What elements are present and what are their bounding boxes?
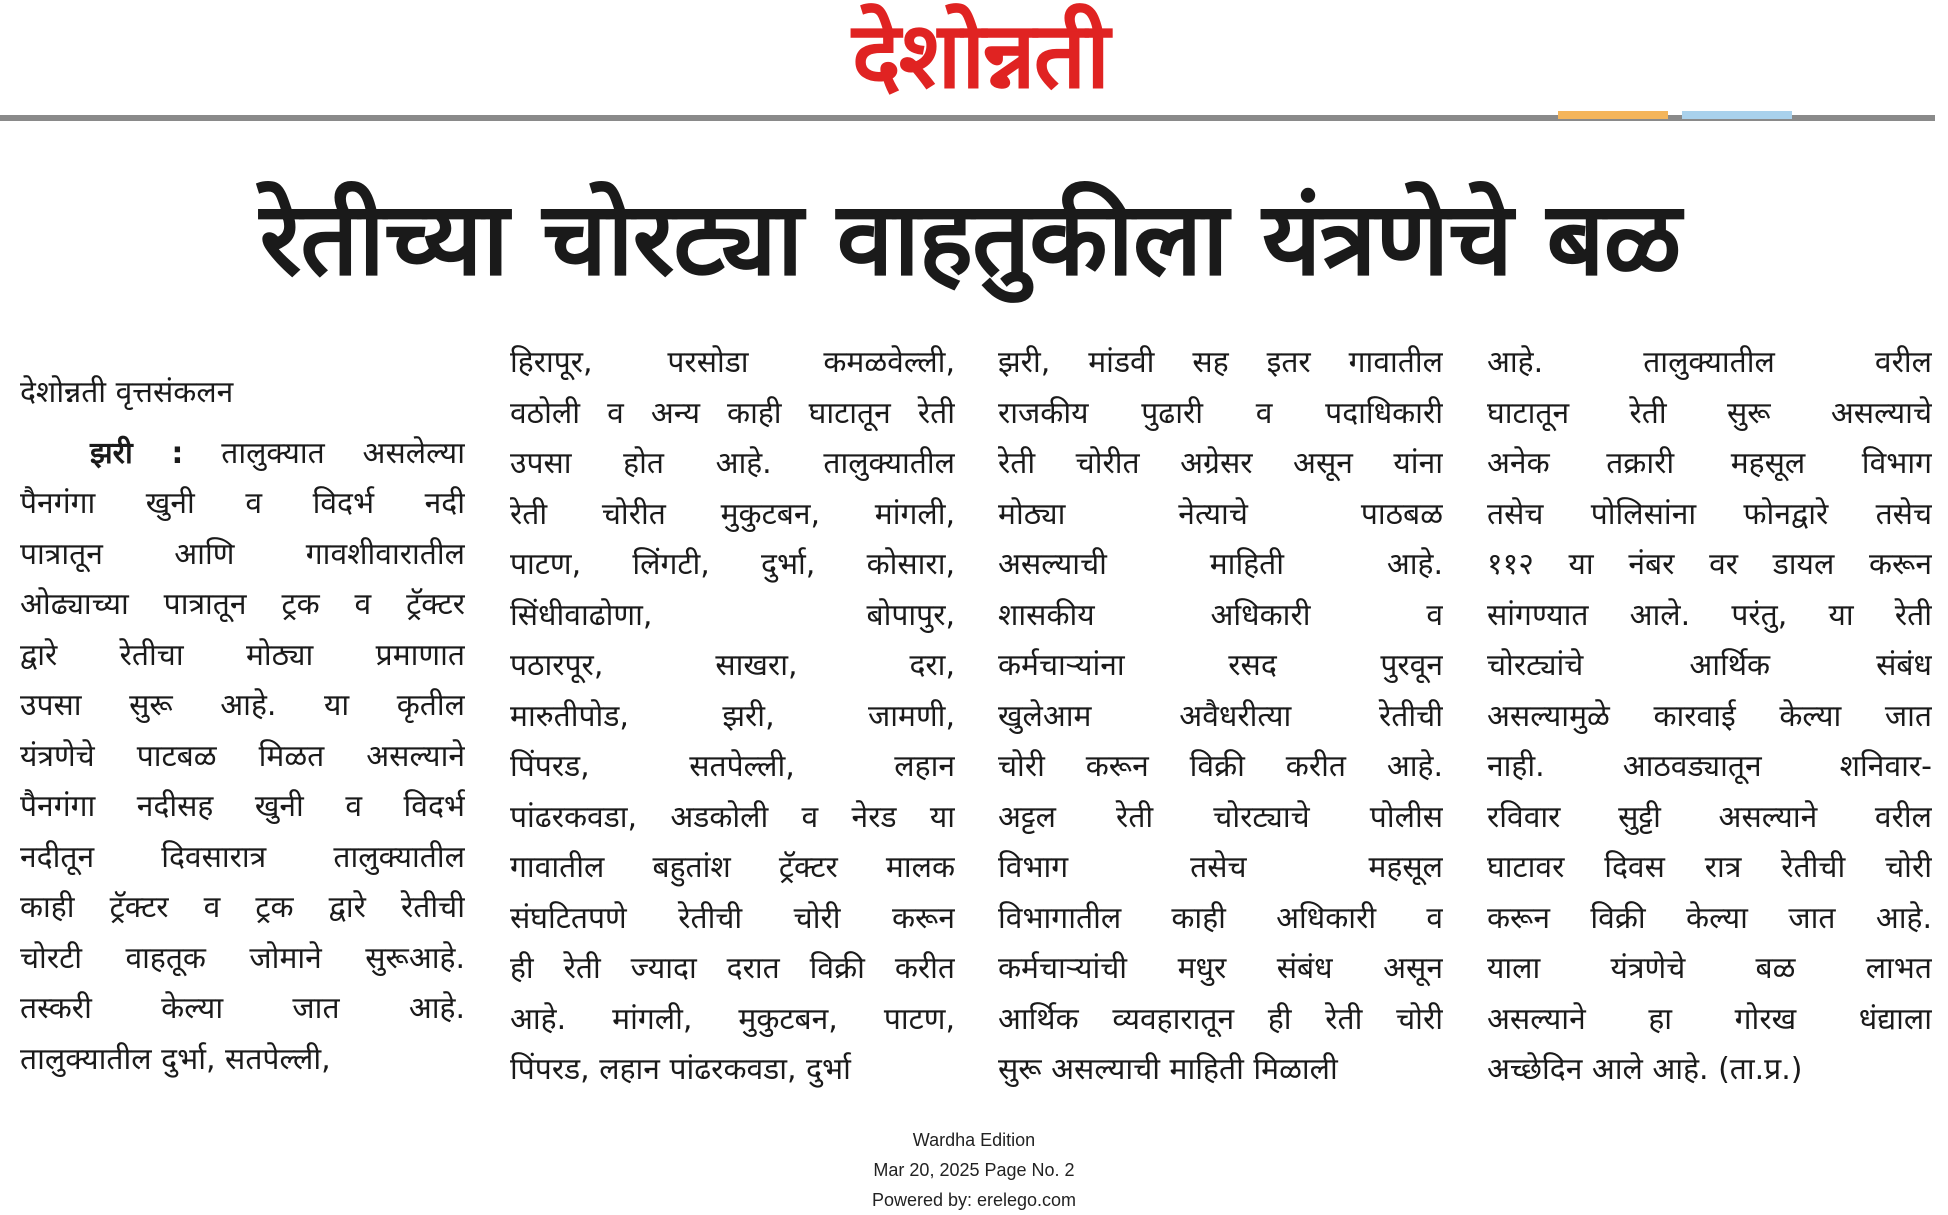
article-line: ११२ या नंबर वर डायल करून — [1487, 547, 1932, 582]
article-line: तालुक्यातील दुर्भा, सतपेल्ली, — [20, 1041, 331, 1077]
article-line: पठारपूर, साखरा, दरा, — [510, 648, 955, 683]
article-line: सांगण्यात आले. परंतु, या रेती — [1487, 597, 1932, 633]
article-line: घाटातून रेती सुरू असल्याचे — [1487, 395, 1932, 431]
article-column-1 — [20, 348, 465, 1118]
article-line: पिंपरड, लहान पांढरकवडा, दुर्भा — [510, 1052, 851, 1087]
footer-date-page: Mar 20, 2025 Page No. 2 — [873, 1160, 1075, 1180]
page-footer — [774, 1125, 1174, 1210]
article-line: चोरी करून विक्री करीत आहे. — [998, 749, 1443, 784]
article-line: याला यंत्रणेचे बळ लाभत — [1487, 951, 1932, 986]
article-line: राजकीय पुढारी व पदाधिकारी — [998, 395, 1443, 431]
article-line: विभाग तसेच महसूल — [998, 850, 1443, 885]
masthead — [0, 0, 1948, 120]
column-lines — [998, 338, 1443, 1096]
article-headline: रेतीच्या चोरट्या वाहतुकीला यंत्रणेचे बळ — [259, 180, 1681, 299]
article-line: पांढरकवडा, अडकोली व नेरड या — [510, 799, 955, 835]
article-line — [20, 429, 465, 480]
article-line: अनेक तक्रारी महसूल विभाग — [1487, 446, 1932, 481]
article-body — [20, 345, 1932, 1118]
article-line: सिंधीवाढोणा, बोपापुर, — [510, 597, 955, 633]
article-line: कर्मचाऱ्यांना रसद पुरवून — [998, 648, 1443, 683]
column-lines — [1487, 338, 1932, 1096]
dateline: झरी : — [90, 435, 184, 471]
article-line: असल्याने हा गोरख धंद्याला — [1487, 1001, 1932, 1037]
article-line: पैनगंगा खुनी व विदर्भ नदी — [20, 486, 465, 521]
article-line: मारुतीपोड, झरी, जामणी, — [510, 698, 955, 734]
article-line: वठोली व अन्य काही घाटातून रेती — [510, 395, 955, 431]
article-line: अट्टल रेती चोरट्याचे पोलीस — [998, 799, 1443, 835]
article-column-3 — [998, 338, 1443, 1108]
column-lines — [510, 338, 955, 1096]
article-line: गावातील बहुतांश ट्रॅक्टर मालक — [510, 850, 955, 885]
accent-bar-blue — [1682, 111, 1792, 119]
newspaper-logo: देशोन्नती — [852, 2, 1108, 109]
article-line: नाही. आठवड्यातून शनिवार- — [1487, 749, 1932, 784]
article-line: असल्यामुळे कारवाई केल्या जात — [1487, 698, 1932, 734]
article-line: उपसा होत आहे. तालुक्यातील — [510, 446, 955, 481]
article-line: ही रेती ज्यादा दरात विक्री करीत — [510, 951, 955, 986]
article-line: रविवार सुट्टी असल्याने वरील — [1487, 799, 1932, 835]
accent-bar-orange — [1558, 111, 1668, 119]
article-line: करून विक्री केल्या जात आहे. — [1487, 900, 1932, 936]
footer-edition: Wardha Edition — [912, 1130, 1036, 1150]
article-line: कर्मचाऱ्यांची मधुर संबंध असून — [998, 951, 1443, 986]
article-line: तस्करी केल्या जात आहे. — [20, 991, 465, 1026]
article-line: संघटितपणे रेतीची चोरी करून — [510, 900, 955, 936]
article-line: आर्थिक व्यवहारातून ही रेती चोरी — [998, 1001, 1443, 1037]
article-line: झरी, मांडवी सह इतर गावातील — [998, 345, 1443, 380]
footer-powered-by: Powered by: erelego.com — [871, 1190, 1077, 1210]
article-line: नदीतून दिवसारात्र तालुक्यातील — [20, 839, 465, 875]
byline: देशोन्नती वृत्तसंकलन — [20, 375, 234, 410]
article-line: रेती चोरीत अग्रेसर असून यांना — [998, 446, 1443, 481]
article-line: ओढ्याच्या पात्रातून ट्रक व ट्रॅक्टर — [20, 587, 465, 622]
article-line: पैनगंगा नदीसह खुनी व विदर्भ — [20, 789, 465, 824]
article-line: द्वारे रेतीचा मोठ्या प्रमाणात — [20, 637, 465, 673]
article-line: विभागातील काही अधिकारी व — [998, 900, 1443, 936]
article-line: चोरटी वाहतूक जोमाने सुरूआहे. — [20, 940, 465, 976]
article-line: यंत्रणेचे पाटबळ मिळत असल्याने — [20, 738, 465, 774]
article-line: तसेच पोलिसांना फोनद्वारे तसेच — [1487, 496, 1932, 532]
article-line: पात्रातून आणि गावशीवारातील — [20, 536, 465, 572]
article-line: रेती चोरीत मुकुटबन, मांगली, — [510, 496, 955, 532]
article-line: आहे. तालुक्यातील वरील — [1487, 345, 1932, 380]
article-line: घाटावर दिवस रात्र रेतीची चोरी — [1487, 850, 1932, 885]
article-line: शासकीय अधिकारी व — [998, 597, 1443, 633]
article-column-4 — [1487, 338, 1932, 1108]
article-line: मोठ्या नेत्याचे पाठबळ — [998, 496, 1443, 532]
article-line: काही ट्रॅक्टर व ट्रक द्वारे रेतीची — [20, 890, 465, 925]
article-line: सुरू असल्याची माहिती मिळाली — [998, 1052, 1338, 1087]
article-line: पिंपरड, सतपेल्ली, लहान — [510, 749, 955, 784]
article-line: पाटण, लिंगटी, दुर्भा, कोसारा, — [510, 547, 955, 582]
article-column-2 — [510, 338, 955, 1108]
column-lines — [20, 479, 465, 1085]
article-line: असल्याची माहिती आहे. — [998, 547, 1443, 582]
article-line: चोरट्यांचे आर्थिक संबंध — [1487, 648, 1932, 683]
article-line: अच्छेदिन आले आहे. (ता.प्र.) — [1487, 1052, 1803, 1087]
article-line: हिरापूर, परसोडा कमळवेल्ली, — [510, 345, 955, 380]
article-line: आहे. मांगली, मुकुटबन, पाटण, — [510, 1001, 955, 1037]
article-line-text: तालुक्यात असलेल्या — [221, 435, 465, 471]
article-line: उपसा सुरू आहे. या कृतील — [20, 688, 465, 723]
article-line: खुलेआम अवैधरीत्या रेतीची — [998, 698, 1443, 734]
